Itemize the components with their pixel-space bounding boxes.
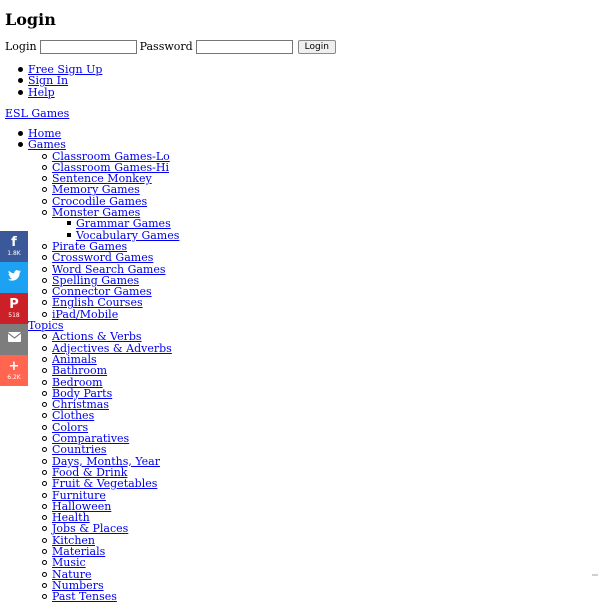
nav-link[interactable]: Classroom Games-Hi <box>52 160 169 174</box>
topic-link[interactable]: Materials <box>52 544 106 558</box>
topic-link[interactable]: Fruit & Vegetables <box>52 477 158 491</box>
account-links <box>5 64 102 98</box>
list-item <box>28 523 179 534</box>
nav-link[interactable]: Crocodile Games <box>52 194 148 208</box>
topic-link[interactable]: Body Parts <box>52 386 113 400</box>
topic-link[interactable]: Health <box>52 511 90 525</box>
list-item <box>5 87 102 98</box>
topic-link[interactable]: Food & Drink <box>52 465 128 479</box>
topic-link[interactable]: Adjectives & Adverbs <box>52 341 172 355</box>
monster-submenu <box>52 218 179 241</box>
free-signup-link[interactable]: Free Sign Up <box>28 63 103 76</box>
plus-icon: + <box>8 359 20 374</box>
list-item <box>28 365 179 376</box>
topic-link[interactable]: Nature <box>52 567 92 581</box>
list-item <box>28 557 179 568</box>
topic-link[interactable]: Clothes <box>52 409 95 423</box>
topic-link[interactable]: Actions & Verbs <box>52 330 142 344</box>
list-item <box>28 399 179 410</box>
nav-link[interactable]: Vocabulary Games <box>76 228 180 242</box>
nav-link[interactable]: Pirate Games <box>52 239 128 253</box>
share-bar <box>0 231 28 386</box>
facebook-share-button[interactable] <box>0 231 28 262</box>
pinterest-share-button[interactable] <box>0 293 28 324</box>
list-item <box>28 410 179 421</box>
nav-link[interactable]: Classroom Games-Lo <box>52 149 170 163</box>
login-form <box>5 40 336 54</box>
nav-link[interactable]: Monster Games <box>52 206 141 220</box>
login-label: Login <box>5 40 37 54</box>
nav-item-topics <box>5 320 179 602</box>
nav-link[interactable]: Grammar Games <box>76 217 171 231</box>
list-item <box>28 546 179 557</box>
topic-link[interactable]: Comparatives <box>52 432 130 446</box>
sign-in-link[interactable]: Sign In <box>28 74 69 88</box>
nav-link[interactable]: Spelling Games <box>52 273 140 287</box>
topic-link[interactable]: Kitchen <box>52 533 95 547</box>
topic-link[interactable]: Christmas <box>52 398 109 412</box>
games-submenu <box>28 151 179 320</box>
email-share-button[interactable] <box>0 324 28 355</box>
games-link[interactable]: Games <box>28 138 66 152</box>
twitter-icon <box>0 267 28 285</box>
pinterest-icon: P <box>9 297 19 312</box>
nav-link[interactable]: Memory Games <box>52 183 140 197</box>
twitter-share-button[interactable] <box>0 262 28 293</box>
password-field[interactable] <box>196 40 293 54</box>
topics-link[interactable]: Topics <box>28 319 64 333</box>
topic-link[interactable]: Music <box>52 556 86 570</box>
nav-link[interactable]: Connector Games <box>52 285 152 299</box>
facebook-icon: f <box>11 235 17 250</box>
page-title: Login <box>5 10 56 29</box>
nav-link[interactable]: Word Search Games <box>52 262 166 276</box>
password-label: Password <box>139 40 193 54</box>
topic-link[interactable]: Jobs & Places <box>52 522 129 536</box>
more-share-button[interactable] <box>0 355 28 386</box>
nav-link[interactable]: iPad/Mobile <box>52 307 119 321</box>
scroll-indicator <box>592 574 598 576</box>
topic-link[interactable]: Countries <box>52 443 107 457</box>
topic-link[interactable]: Days, Months, Year <box>52 454 160 468</box>
help-link[interactable]: Help <box>28 85 55 99</box>
topics-submenu <box>28 331 179 602</box>
topic-link[interactable]: Bathroom <box>52 364 108 378</box>
list-item <box>28 591 179 602</box>
topic-link[interactable]: Bedroom <box>52 375 103 389</box>
main-nav <box>5 128 179 602</box>
login-field[interactable] <box>40 40 137 54</box>
more-count: 6.2K <box>7 374 21 381</box>
nav-link[interactable]: Sentence Monkey <box>52 172 152 186</box>
facebook-count: 1.8K <box>7 250 21 257</box>
list-item <box>28 343 179 354</box>
topic-link[interactable]: Colors <box>52 420 89 434</box>
topic-link[interactable]: Halloween <box>52 499 112 513</box>
topic-link[interactable]: Numbers <box>52 578 104 592</box>
email-icon <box>0 329 28 346</box>
list-item <box>28 501 179 512</box>
nav-link[interactable]: Crossword Games <box>52 251 154 265</box>
esl-games-link[interactable]: ESL Games <box>5 107 70 120</box>
login-button[interactable]: Login <box>298 40 336 54</box>
topic-link[interactable]: Past Tenses <box>52 590 117 603</box>
topic-link[interactable]: Animals <box>52 352 97 366</box>
topic-link[interactable]: Furniture <box>52 488 106 502</box>
nav-item-games <box>5 139 179 320</box>
home-link[interactable]: Home <box>28 127 62 140</box>
pinterest-count: 518 <box>8 312 20 319</box>
nav-link[interactable]: English Courses <box>52 296 143 310</box>
